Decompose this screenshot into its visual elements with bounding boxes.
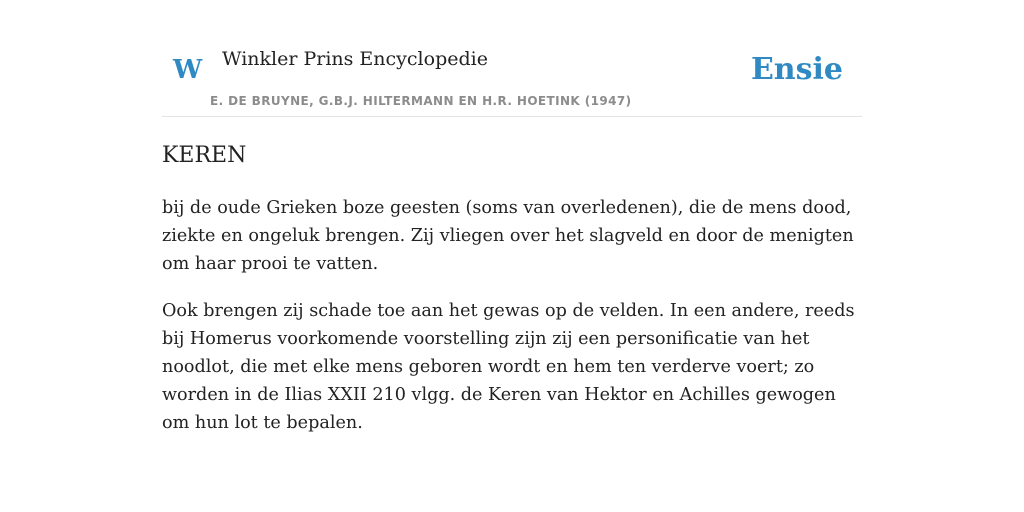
ensie-logo-link[interactable]: Ensie [750,52,843,87]
article-title: KEREN [162,143,247,168]
page-container [162,0,862,437]
source-title[interactable]: Winkler Prins Encyclopedie [222,48,488,70]
article-paragraph: bij de oude Grieken boze geesten (soms van overledenen), die de mens dood, ziekte en ongeluk brengen. Zij vliegen over het slagveld en door de menigten om haar prooi te vatten. [162,198,854,274]
source-authors: E. DE BRUYNE, G.B.J. HILTERMANN EN H.R. HOETINK (1947) [210,94,632,108]
article-paragraph: Ook brengen zij schade toe aan het gewas op de velden. In een andere, reeds bij Homerus voorkomende voorstelling zijn zij een personificatie van het noodlot, die met elke mens geboren wordt en hem ten verderve voert; zo worden in de Ilias XXII 210 vlgg. de Keren van Hektor en Achilles gewogen om hun lot te bepalen. [162,301,855,433]
source-header [162,0,862,117]
source-logo[interactable]: W [173,55,203,85]
